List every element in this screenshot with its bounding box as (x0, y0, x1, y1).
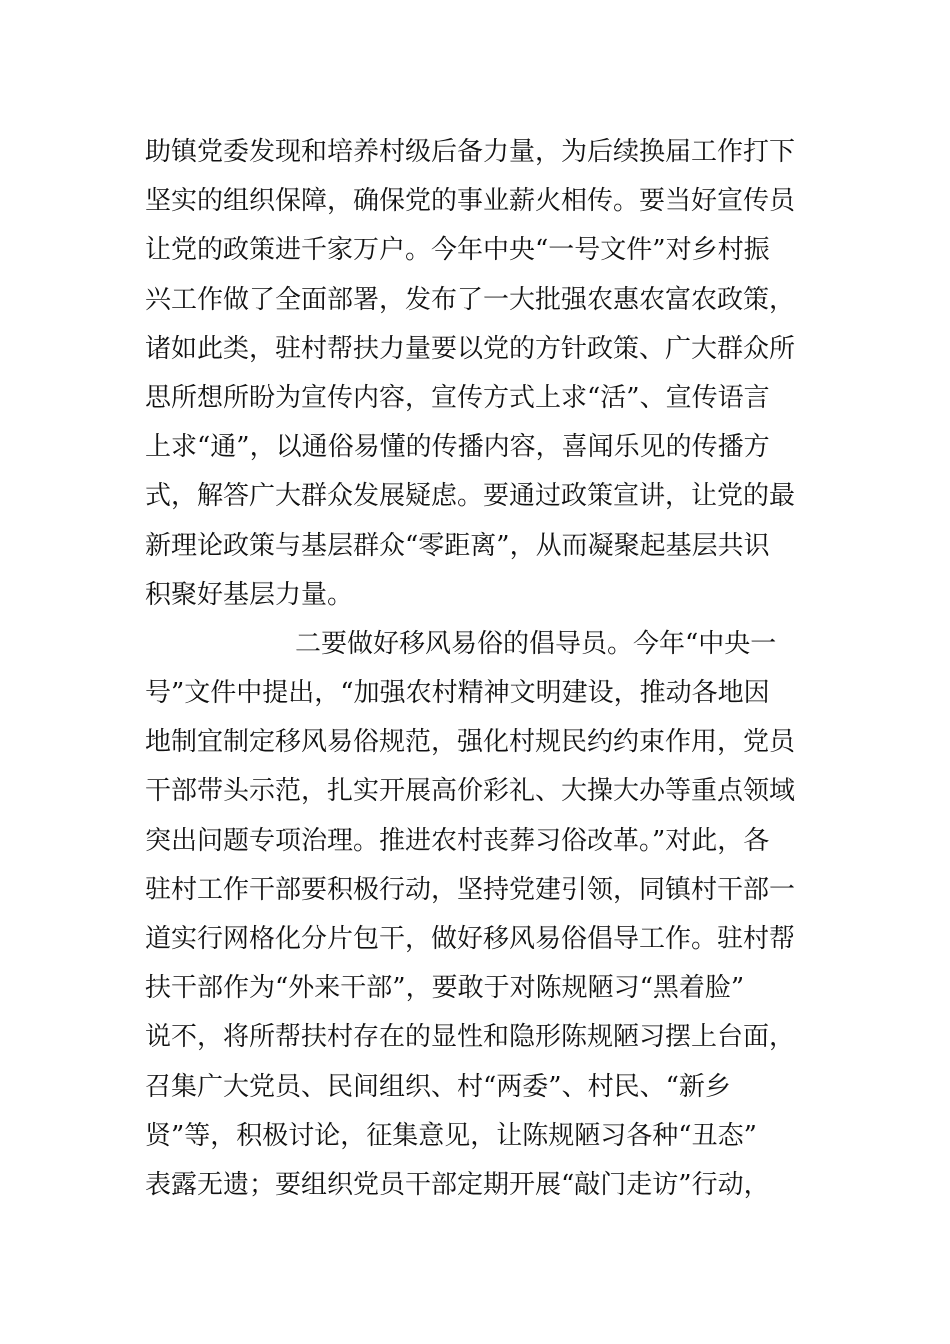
text-line: 诸如此类，驻村帮扶力量要以党的方针政策、广大群众所 (145, 333, 796, 364)
body-text (145, 128, 810, 1210)
text-line: 思所想所盼为宣传内容，宣传方式上求“活”、宣传语言 (145, 382, 770, 413)
text-line: 地制宜制定移风易俗规范，强化村规民约约束作用，党员 (145, 727, 796, 758)
text-line: 号”文件中提出，“加强农村精神文明建设，推动各地因 (145, 678, 770, 709)
text-line: 扶干部作为“外来干部”，要敢于对陈规陋习“黑着脸” (145, 973, 745, 1004)
text-line: 新理论政策与基层群众“零距离”，从而凝聚起基层共识 (145, 530, 770, 561)
text-line: 贤”等，积极讨论，征集意见，让陈规陋习各种“丑态” (145, 1120, 757, 1151)
paragraph-heading-line: 二要做好移风易俗的倡导员。今年“中央一 (295, 628, 777, 659)
text-line: 突出问题专项治理。推进农村丧葬习俗改革。”对此，各 (145, 825, 770, 856)
text-line: 召集广大党员、民间组织、村“两委”、村民、“新乡 (145, 1071, 731, 1102)
text-line: 驻村工作干部要积极行动，坚持党建引领，同镇村干部一 (145, 874, 796, 905)
text-line: 兴工作做了全面部署，发布了一大批强农惠农富农政策， (145, 284, 796, 315)
text-line: 坚实的组织保障，确保党的事业薪火相传。要当好宣传员 (145, 186, 796, 217)
text-line: 式，解答广大群众发展疑虑。要通过政策宣讲，让党的最 (145, 481, 796, 512)
text-line: 说不，将所帮扶村存在的显性和隐形陈规陋习摆上台面， (145, 1022, 796, 1053)
text-line: 上求“通”，以通俗易懂的传播内容，喜闻乐见的传播方 (145, 432, 770, 463)
text-line: 让党的政策进千家万户。今年中央“一号文件”对乡村振 (145, 235, 770, 266)
text-line: 助镇党委发现和培养村级后备力量，为后续换届工作打下 (145, 137, 796, 167)
text-line: 道实行网格化分片包干，做好移风易俗倡导工作。驻村帮 (145, 924, 796, 954)
text-line: 表露无遗；要组织党员干部定期开展“敲门走访”行动， (145, 1169, 770, 1200)
text-line: 积聚好基层力量。 (145, 579, 354, 610)
text-line: 干部带头示范，扎实开展高价彩礼、大操大办等重点领域 (145, 776, 796, 807)
